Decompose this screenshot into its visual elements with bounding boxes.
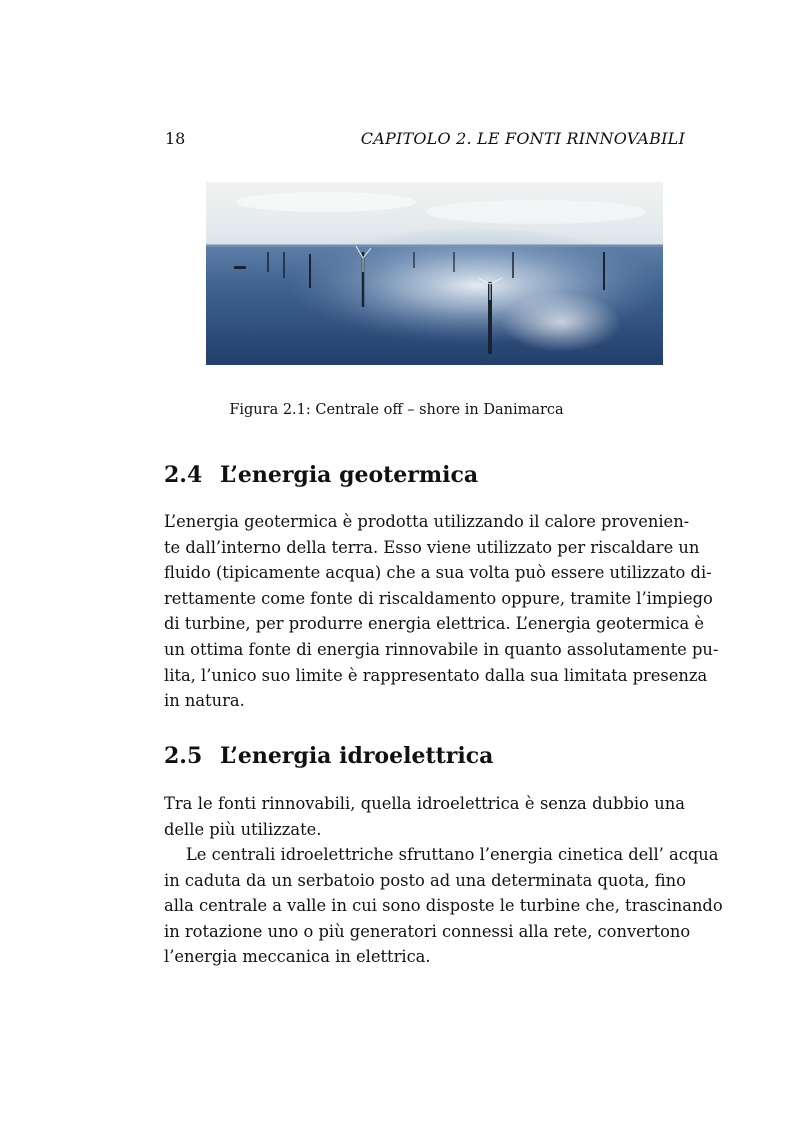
paragraph-idroelettrica-centrali [164,842,723,970]
section-number: 2.4 [164,462,203,488]
text-line: l’energia meccanica in elettrica. [164,947,431,967]
text-line: rettamente come fonte di riscaldamento oppure, tramite l’impiego [164,588,713,608]
paragraph-idroelettrica-intro [164,791,685,842]
text-line: lita, l’unico suo limite è rappresentato dalla sua limitata presenza [164,665,708,685]
section-title-text: L’energia idroelettrica [220,743,494,769]
text-line: in rotazione uno o più generatori connessi alla rete, convertono [164,921,691,941]
section-heading-geotermica [164,462,478,488]
text-line: Le centrali idroelettriche sfruttano l’energia cinetica dell’ acqua [186,845,719,864]
text-line: in caduta da un serbatoio posto ad una determinata quota, fino [164,870,686,890]
text-line: un ottima fonte di energia rinnovabile in quanto assolutamente pu- [164,639,719,659]
section-title-text: L’energia geotermica [220,462,479,488]
text-line: fluido (tipicamente acqua) che a sua volta può essere utilizzato di- [164,563,712,583]
text-line: in natura. [164,691,245,711]
offshore-wind-farm-photo [206,182,663,365]
section-number: 2.5 [164,743,203,769]
text-line: alla centrale a valle in cui sono disposte le turbine che, trascinando [164,896,723,916]
page-number: 18 [165,129,186,148]
running-head: CAPITOLO 2. LE FONTI RINNOVABILI [360,129,685,148]
text-line: L’energia geotermica è prodotta utilizzando il calore provenien- [164,512,690,531]
text-line: delle più utilizzate. [164,819,322,839]
figure-caption: Figura 2.1: Centrale off – shore in Danimarca [229,402,564,418]
text-line: te dall’interno della terra. Esso viene utilizzato per riscaldare un [164,537,700,557]
section-heading-idroelettrica [164,743,493,769]
paragraph-geotermica [164,509,719,714]
text-line: Tra le fonti rinnovabili, quella idroelettrica è senza dubbio una [164,794,685,813]
text-line: di turbine, per produrre energia elettrica. L’energia geotermica è [164,614,705,634]
